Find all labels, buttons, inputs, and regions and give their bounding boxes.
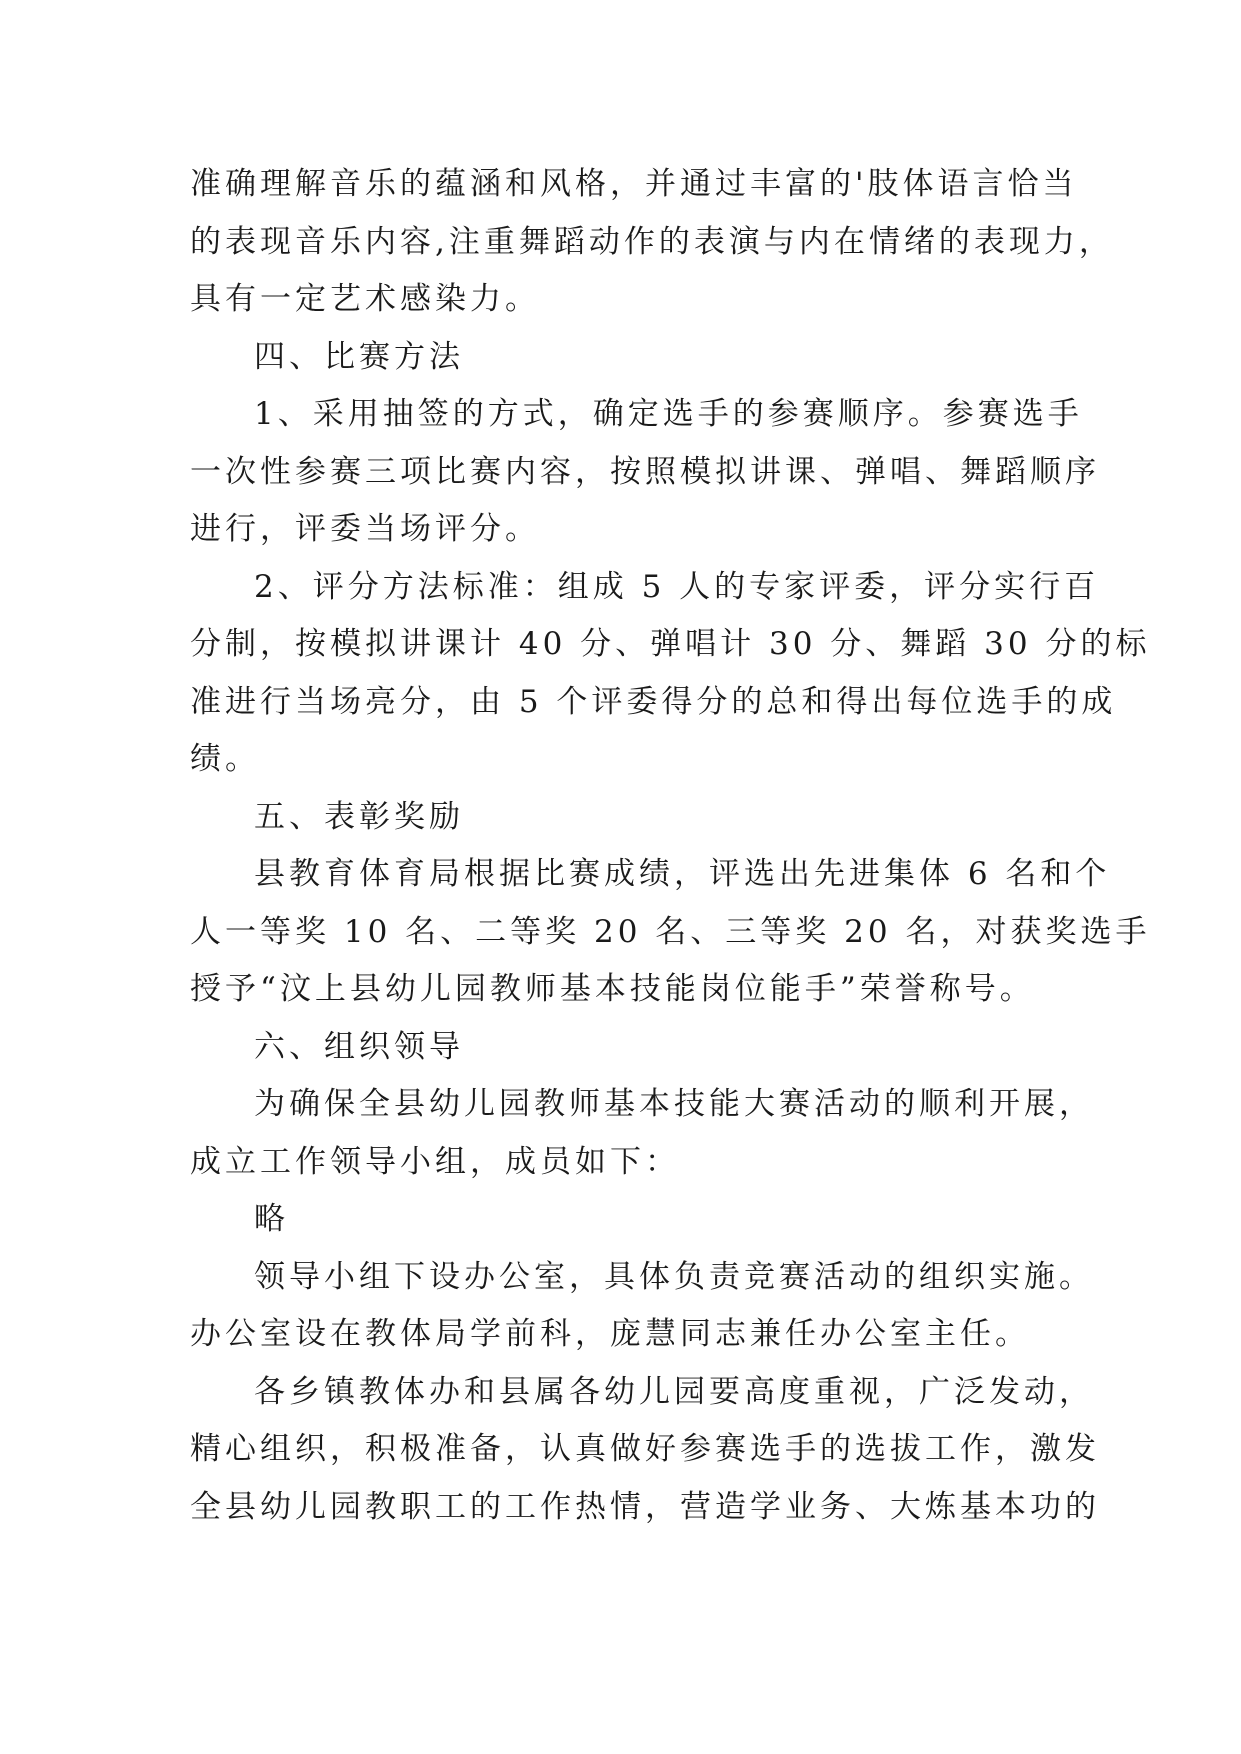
body-text-line: 略 xyxy=(254,1201,289,1237)
body-text-line: 授予“汶上县幼儿园教师基本技能岗位能手”荣誉称号。 xyxy=(190,971,1035,1007)
body-text-line: 领导小组下设办公室，具体负责竞赛活动的组织实施。 xyxy=(254,1259,1094,1295)
body-text-line: 县教育体育局根据比赛成绩，评选出先进集体 6 名和个 xyxy=(254,856,1111,892)
section-heading: 六、组织领导 xyxy=(254,1029,464,1065)
body-text-line: 进行，评委当场评分。 xyxy=(190,511,540,547)
body-text-line: 1、采用抽签的方式，确定选手的参赛顺序。参赛选手 xyxy=(254,396,1083,432)
section-heading: 五、表彰奖励 xyxy=(254,799,464,835)
body-text-line: 人一等奖 10 名、二等奖 20 名、三等奖 20 名，对获奖选手 xyxy=(190,914,1151,950)
body-text-line: 2、评分方法标准：组成 5 人的专家评委，评分实行百 xyxy=(254,569,1100,605)
body-text-line: 成立工作领导小组，成员如下： xyxy=(190,1144,680,1180)
body-text-line: 精心组织，积极准备，认真做好参赛选手的选拔工作，激发 xyxy=(190,1431,1100,1467)
body-text-line: 绩。 xyxy=(190,741,260,777)
body-text-line: 全县幼儿园教职工的工作热情，营造学业务、大炼基本功的 xyxy=(190,1489,1100,1525)
body-text-line: 办公室设在教体局学前科，庞慧同志兼任办公室主任。 xyxy=(190,1316,1030,1352)
body-text-line: 具有一定艺术感染力。 xyxy=(190,281,540,317)
body-text-line: 各乡镇教体办和县属各幼儿园要高度重视，广泛发动， xyxy=(254,1374,1094,1410)
body-text-line: 准进行当场亮分，由 5 个评委得分的总和得出每位选手的成 xyxy=(190,684,1117,720)
body-text-line: 为确保全县幼儿园教师基本技能大赛活动的顺利开展， xyxy=(254,1086,1094,1122)
section-heading: 四、比赛方法 xyxy=(254,339,464,375)
body-text-line: 准确理解音乐的蕴涵和风格，并通过丰富的'肢体语言恰当 xyxy=(190,166,1078,202)
body-text-line: 的表现音乐内容,注重舞蹈动作的表演与内在情绪的表现力， xyxy=(190,224,1114,260)
body-text-line: 一次性参赛三项比赛内容，按照模拟讲课、弹唱、舞蹈顺序 xyxy=(190,454,1100,490)
body-text-line: 分制，按模拟讲课计 40 分、弹唱计 30 分、舞蹈 30 分的标 xyxy=(190,626,1151,662)
